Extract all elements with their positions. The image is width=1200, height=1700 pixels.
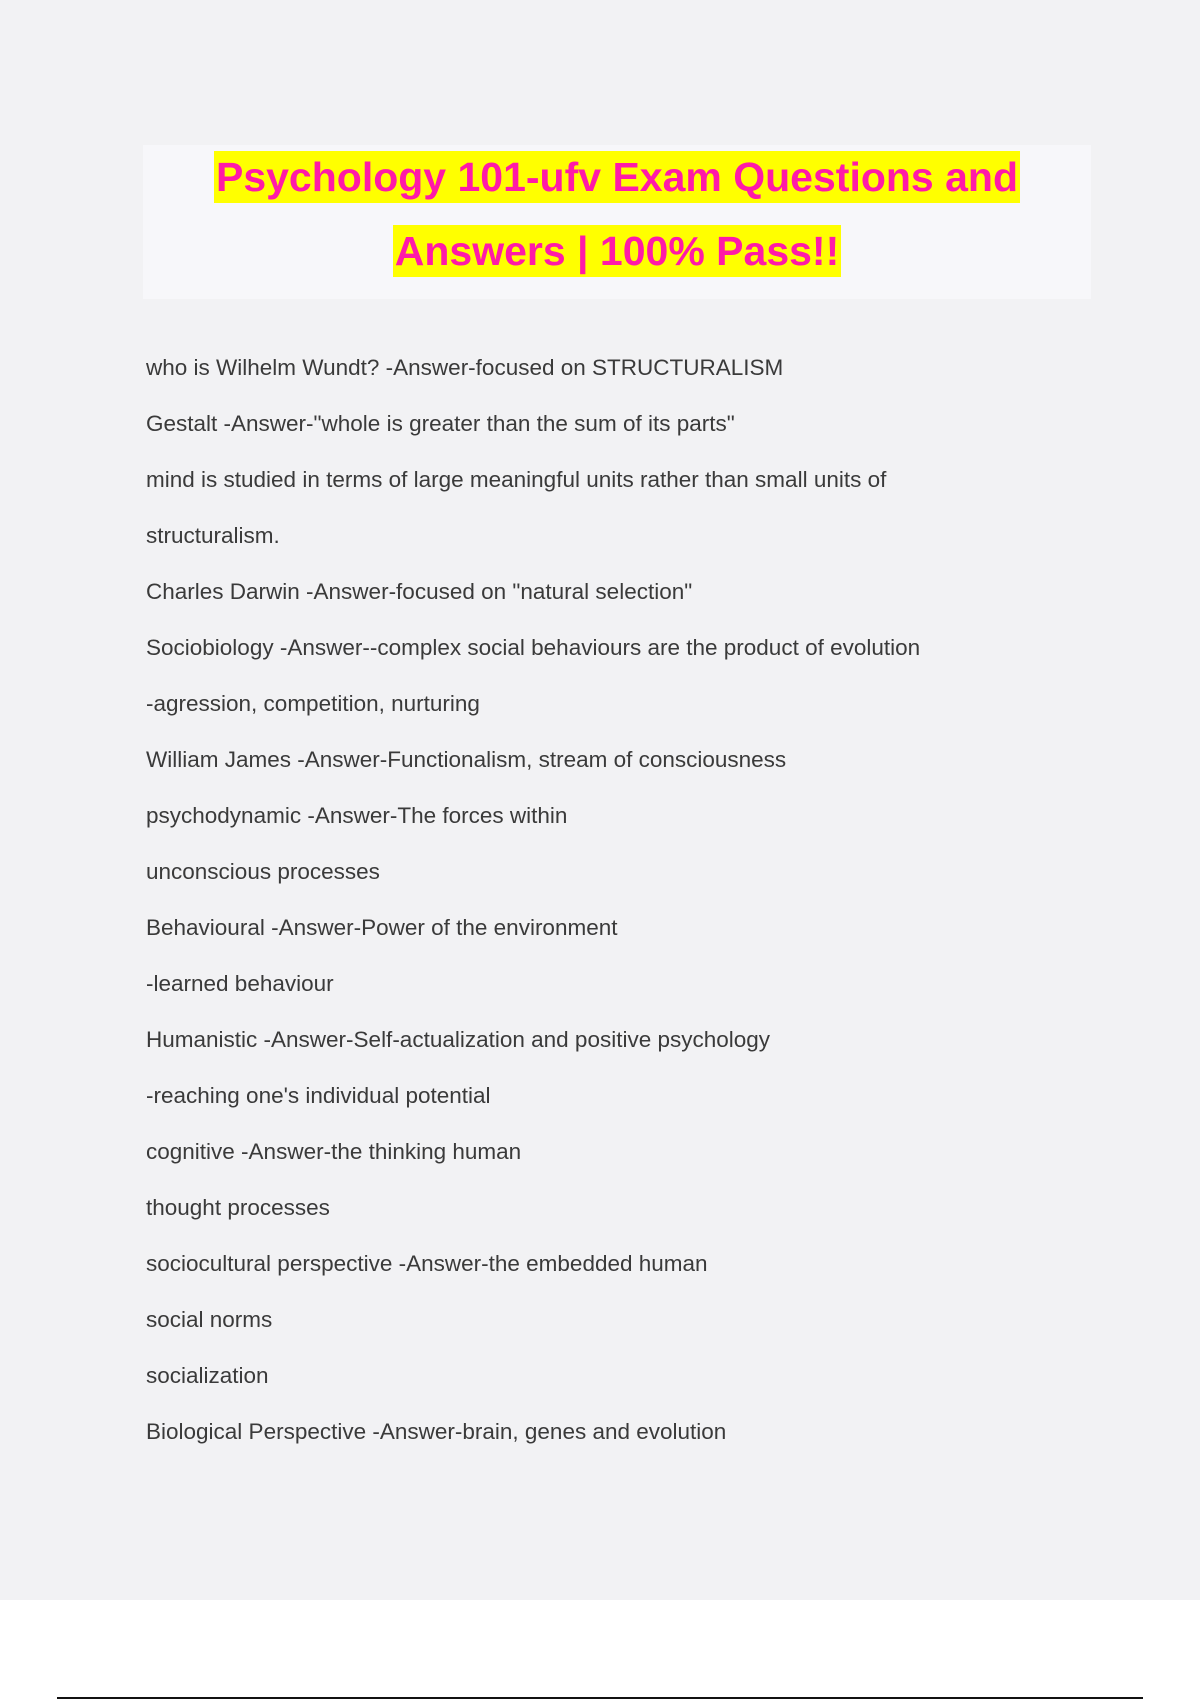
qa-line: social norms bbox=[146, 1307, 273, 1332]
document-title-line-2: Answers | 100% Pass!! bbox=[393, 225, 841, 277]
qa-line: Sociobiology -Answer--complex social behaviours are the product of evolution bbox=[146, 635, 921, 660]
qa-line: -learned behaviour bbox=[146, 971, 334, 996]
qa-line: -reaching one's individual potential bbox=[146, 1083, 491, 1108]
document-title-line-1: Psychology 101-ufv Exam Questions and bbox=[214, 151, 1020, 203]
qa-line: Charles Darwin -Answer-focused on "natural selection" bbox=[146, 579, 693, 604]
qa-line: structuralism. bbox=[146, 523, 280, 548]
qa-line: Humanistic -Answer-Self-actualization and positive psychology bbox=[146, 1027, 771, 1052]
qa-line: Behavioural -Answer-Power of the environment bbox=[146, 915, 618, 940]
qa-line: Gestalt -Answer-"whole is greater than the sum of its parts" bbox=[146, 411, 735, 436]
qa-line: sociocultural perspective -Answer-the embedded human bbox=[146, 1251, 708, 1276]
qa-line: cognitive -Answer-the thinking human bbox=[146, 1139, 522, 1164]
qa-line: socialization bbox=[146, 1363, 269, 1388]
qa-line: Biological Perspective -Answer-brain, genes and evolution bbox=[146, 1419, 727, 1444]
page-divider bbox=[57, 1697, 1143, 1699]
qa-line: psychodynamic -Answer-The forces within bbox=[146, 803, 568, 828]
qa-line: mind is studied in terms of large meaningful units rather than small units of bbox=[146, 467, 887, 492]
qa-line: who is Wilhelm Wundt? -Answer-focused on STRUCTURALISM bbox=[146, 355, 784, 380]
qa-line: William James -Answer-Functionalism, stream of consciousness bbox=[146, 747, 787, 772]
qa-line: -agression, competition, nurturing bbox=[146, 691, 480, 716]
qa-line: unconscious processes bbox=[146, 859, 380, 884]
qa-content bbox=[146, 340, 1106, 1460]
title-block bbox=[143, 145, 1091, 299]
qa-line: thought processes bbox=[146, 1195, 330, 1220]
